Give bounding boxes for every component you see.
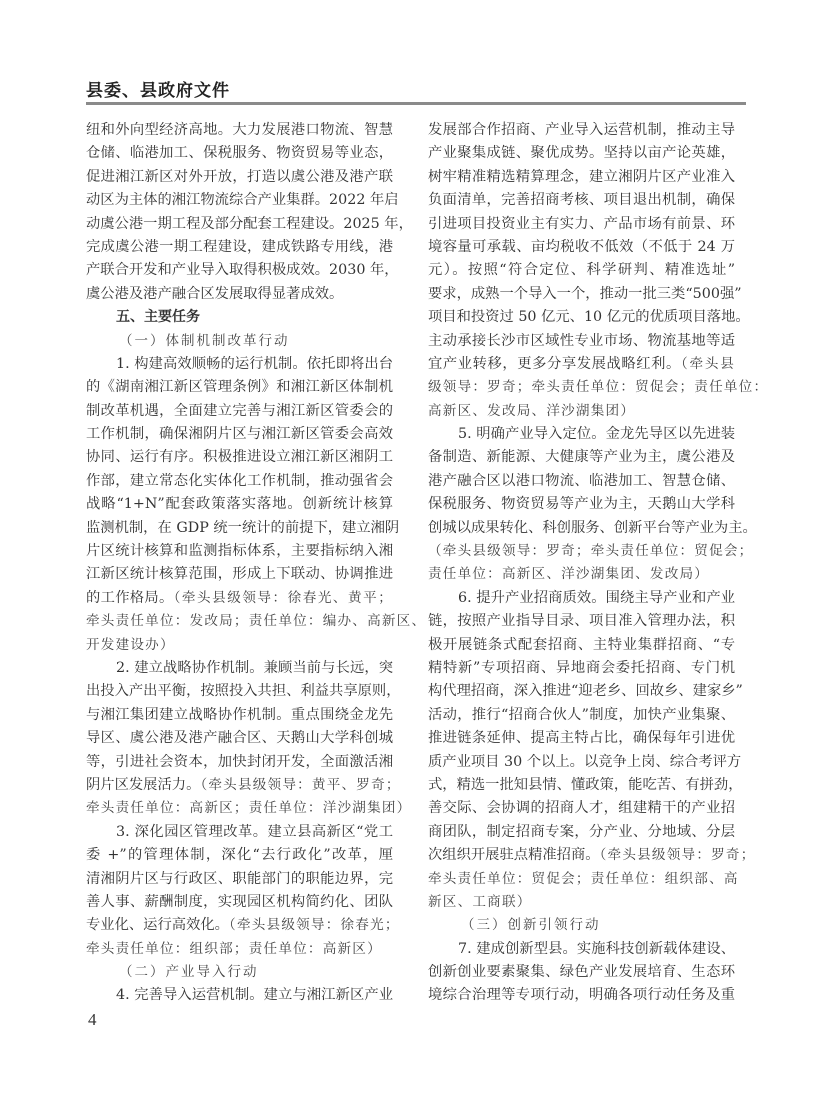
body-text: 4. 完善导入运营机制。建立与湘江新区产业	[116, 987, 393, 1004]
body-text: 协同、运行有序。积极推进设立湘江新区湘阴工	[86, 449, 393, 466]
body-text: 片区统计核算和监测指标体系，主要指标纳入湘	[86, 543, 393, 560]
body-text: 仓储、临港加工、保税服务、物资贸易等业态，	[86, 145, 393, 162]
body-text: 保税服务、物资贸易等产业为主，天鹅山大学科	[428, 496, 735, 513]
text-line	[86, 446, 393, 469]
text-line	[86, 634, 393, 657]
body-text: 5. 明确产业导入定位。金龙先导区以先进装	[458, 426, 735, 443]
body-text: （一）体制机制改革行动	[119, 332, 290, 349]
text-line	[428, 984, 735, 1007]
body-text: 活动，推行“招商合伙人”制度，加快产业集聚、	[428, 706, 735, 723]
text-line	[86, 891, 393, 914]
responsibility-note: 牵头责任单位：发改局；责任单位：编办、高新区、	[86, 613, 427, 630]
text-line	[428, 797, 735, 820]
text-line	[86, 610, 427, 633]
body-text: 创城以成果转化、科创服务、创新平台等产业为主。	[428, 519, 757, 536]
body-text: 备制造、新能源、大健康等产业为主，虞公港及	[428, 449, 735, 466]
section-heading	[86, 306, 393, 329]
text-line	[428, 493, 735, 516]
text-line	[86, 821, 393, 844]
text-line	[86, 142, 393, 165]
body-text: 善交际、会协调的招商人才，组建精干的产业招	[428, 800, 735, 817]
text-line	[428, 400, 735, 423]
body-text: 等，引进社会资本，加快封闭开发，全面激活湘	[86, 753, 393, 770]
text-line	[86, 751, 393, 774]
responsibility-note: 高新区、发改局、洋沙湖集团）	[428, 402, 636, 419]
running-header: 县委、县政府文件	[86, 81, 230, 101]
text-line	[428, 423, 735, 446]
body-text: 动区为主体的湘江物流综合产业集群。2022 年启	[86, 192, 399, 209]
text-line	[428, 446, 735, 469]
text-line	[428, 961, 735, 984]
body-text: 负面清单，完善招商考核、项目退出机制，确保	[428, 192, 735, 209]
responsibility-note: （牵头县	[680, 355, 736, 372]
body-text: 导区、虞公港及港产融合区、天鹅山大学科创城	[86, 730, 393, 747]
body-text: 发展部合作招商、产业导入运营机制，推动主导	[428, 122, 735, 138]
responsibility-note: （牵头县级领导：罗奇；	[599, 847, 756, 864]
body-text: 主动承接长沙市区域性专业市场、物流基地等适	[428, 332, 735, 349]
body-text: 出投入产出平衡，按照投入共担、利益共享原则，	[86, 683, 401, 700]
text-line	[428, 470, 735, 493]
text-line	[86, 984, 393, 1007]
body-text: 监测机制，在 GDP 统一统计的前提下，建立湘阴	[86, 519, 400, 536]
text-line	[428, 844, 756, 867]
body-text: （三）创新引领行动	[461, 917, 601, 934]
responsibility-note: 新区、工商联）	[428, 893, 532, 910]
text-line	[86, 938, 393, 961]
text-line	[428, 330, 735, 353]
text-line	[86, 704, 393, 727]
body-text: 宜产业转移，更多分享发展战略红利。	[428, 355, 681, 372]
text-line	[428, 774, 743, 797]
body-text: 委 +”的管理体制，深化“去行政化”改革，厘	[86, 847, 393, 864]
text-line	[428, 540, 754, 563]
text-line	[86, 423, 393, 446]
text-line	[86, 283, 393, 306]
body-text: 商团队，制定招商专案，分产业、分地域、分层	[428, 823, 735, 840]
subsection-heading	[428, 914, 735, 937]
text-line	[428, 821, 735, 844]
body-text: 构代理招商，深入推进“迎老乡、回故乡、建家乡”	[428, 683, 743, 700]
body-text: 创新创业要素聚集、绿色产业发展培育、生态环	[428, 964, 735, 981]
body-text: 7. 建成创新型县。实施科技创新载体建设、	[458, 940, 735, 957]
text-line	[428, 376, 769, 399]
right-column	[428, 119, 769, 1008]
body-text: 树牢精准精选精算理念，建立湘阴片区产业准入	[428, 168, 735, 185]
text-line	[428, 306, 750, 329]
text-line	[428, 213, 735, 236]
text-line	[428, 259, 735, 282]
body-text: 式，精选一批知县情、懂政策，能吃苦、有拼劲，	[428, 776, 743, 793]
text-line	[428, 727, 735, 750]
text-line	[86, 517, 400, 540]
body-text: 五、主要任务	[116, 309, 200, 326]
text-line	[86, 680, 401, 703]
body-text: 工作机制，确保湘阴片区与湘江新区管委会高效	[86, 426, 393, 443]
responsibility-note: （牵头县级领导：徐春光；	[228, 917, 400, 934]
page-number: 4	[88, 1010, 97, 1029]
text-line	[86, 844, 393, 867]
body-text: 作部，建立常态化实体化工作机制，推动强省会	[86, 472, 393, 489]
body-text: 完成虞公港一期工程建设，建成铁路专用线，港	[86, 238, 393, 255]
text-line	[428, 517, 757, 540]
responsibility-note: 级领导：罗奇；牵头责任单位：贸促会；责任单位：	[428, 379, 769, 396]
body-text: 专业化、运行高效化。	[86, 917, 229, 934]
body-text: 港产融合区以港口物流、临港加工、智慧仓储、	[428, 472, 735, 489]
body-text: 纽和外向型经济高地。大力发展港口物流、智慧	[86, 122, 393, 138]
text-line	[86, 119, 393, 142]
subsection-heading	[86, 961, 393, 984]
text-line	[428, 142, 735, 165]
text-line	[86, 470, 393, 493]
text-line	[86, 563, 393, 586]
text-line	[428, 680, 743, 703]
body-text: 与湘江集团建立战略协作机制。重点围绕金龙先	[86, 706, 393, 723]
text-line	[86, 657, 393, 680]
text-line	[428, 283, 742, 306]
body-text: 战略“1+N”配套政策落实落地。创新统计核算	[86, 496, 393, 513]
text-line	[428, 119, 735, 142]
responsibility-note: 开发建设办）	[86, 636, 175, 653]
text-line	[428, 634, 735, 657]
body-text: 境容量可承载、亩均税收不低效（不低于 24 万	[428, 238, 735, 255]
responsibility-note: 牵头责任单位：组织部；责任单位：高新区）	[86, 940, 382, 957]
body-text: 阴片区发展活力。	[86, 776, 201, 793]
body-text: （二）产业导入行动	[119, 964, 259, 981]
text-line	[428, 891, 735, 914]
text-line	[86, 189, 399, 212]
text-line	[428, 587, 735, 610]
text-line	[86, 259, 399, 282]
left-column	[86, 119, 427, 1008]
body-text: 引进项目投资业主有实力、产品市场有前景、环	[428, 215, 735, 232]
responsibility-note: 责任单位：高新区、洋沙湖集团、发改局）	[428, 566, 710, 583]
text-line	[428, 938, 735, 961]
text-line	[86, 236, 393, 259]
body-text: 推进链条延伸、提高主特占比，确保每年引进优	[428, 730, 735, 747]
text-line	[86, 400, 393, 423]
body-text: 产联合开发和产业导入取得积极成效。2030 年，	[86, 262, 399, 279]
text-line	[86, 353, 393, 376]
body-text: 的《湖南湘江新区管理条例》和湘江新区体制机	[86, 379, 393, 396]
text-line	[428, 236, 735, 259]
responsibility-note: （牵头县级领导：徐春光、黄平；	[173, 589, 394, 606]
body-text: 极开展链条式配套招商、主特业集群招商、“专	[428, 636, 735, 653]
text-line	[86, 493, 393, 516]
text-line	[428, 657, 735, 680]
text-line	[428, 610, 735, 633]
text-line	[86, 774, 401, 797]
responsibility-note: 牵头责任单位：高新区；责任单位：洋沙湖集团）	[86, 800, 412, 817]
body-text: 制改革机遇，全面建立完善与湘江新区管委会的	[86, 402, 393, 419]
subsection-heading	[86, 330, 393, 353]
body-text: 虞公港及港产融合区发展取得显著成效。	[86, 285, 344, 302]
text-line	[86, 213, 413, 236]
text-line	[86, 540, 393, 563]
responsibility-note: 牵头责任单位：贸促会；责任单位：组织部、高	[428, 870, 739, 887]
body-text: 1. 构建高效顺畅的运行机制。依托即将出台	[116, 355, 393, 372]
body-text: 6. 提升产业招商质效。围绕主导产业和产业	[458, 589, 735, 606]
body-text: 要求，成熟一个导入一个，推动一批三类“500强”	[428, 285, 742, 302]
text-line	[428, 868, 739, 891]
body-text: 2. 建立战略协作机制。兼顾当前与长远，突	[116, 659, 393, 676]
body-text: 清湘阴片区与行政区、职能部门的职能边界，完	[86, 870, 393, 887]
text-line	[428, 353, 735, 376]
body-text: 境综合治理等专项行动，明确各项行动任务及重	[428, 987, 735, 1004]
text-line	[428, 189, 735, 212]
text-line	[428, 166, 735, 189]
responsibility-note: （牵头县级领导：黄平、罗奇；	[200, 776, 401, 793]
body-text: 链，按照产业指导目录、项目准入管理办法，积	[428, 613, 735, 630]
text-line	[86, 376, 393, 399]
body-text: 产业聚集成链、聚优成势。坚持以亩产论英雄，	[428, 145, 735, 162]
text-line	[86, 797, 412, 820]
body-text: 善人事、薪酬制度，实现园区机构简约化、团队	[86, 893, 393, 910]
body-text: 动虞公港一期工程及部分配套工程建设。2025 年，	[86, 215, 413, 232]
text-line	[86, 166, 393, 189]
body-text: 元）。按照“符合定位、科学研判、精准选址”	[428, 262, 735, 279]
text-line	[86, 727, 393, 750]
body-text: 项目和投资过 50 亿元、10 亿元的优质项目落地。	[428, 309, 750, 326]
text-line	[428, 751, 742, 774]
body-text: 江新区统计核算范围，形成上下联动、协调推进	[86, 566, 393, 583]
text-line	[428, 563, 735, 586]
text-line	[86, 868, 393, 891]
text-line	[86, 587, 393, 610]
header-rule	[86, 102, 746, 105]
body-text: 3. 深化园区管理改革。建立县高新区“党工	[116, 823, 393, 840]
body-text: 的工作格局。	[86, 589, 174, 606]
body-text: 精特新”专项招商、异地商会委托招商、专门机	[428, 659, 735, 676]
responsibility-note: （牵头县级领导：罗奇；牵头责任单位：贸促会；	[428, 543, 754, 560]
body-text: 质产业项目 30 个以上。以竞争上岗、综合考评方	[428, 753, 742, 770]
body-text: 次组织开展驻点精准招商。	[428, 847, 600, 864]
body-text: 促进湘江新区对外开放，打造以虞公港及港产联	[86, 168, 393, 185]
text-line	[86, 914, 400, 937]
text-line	[428, 704, 735, 727]
